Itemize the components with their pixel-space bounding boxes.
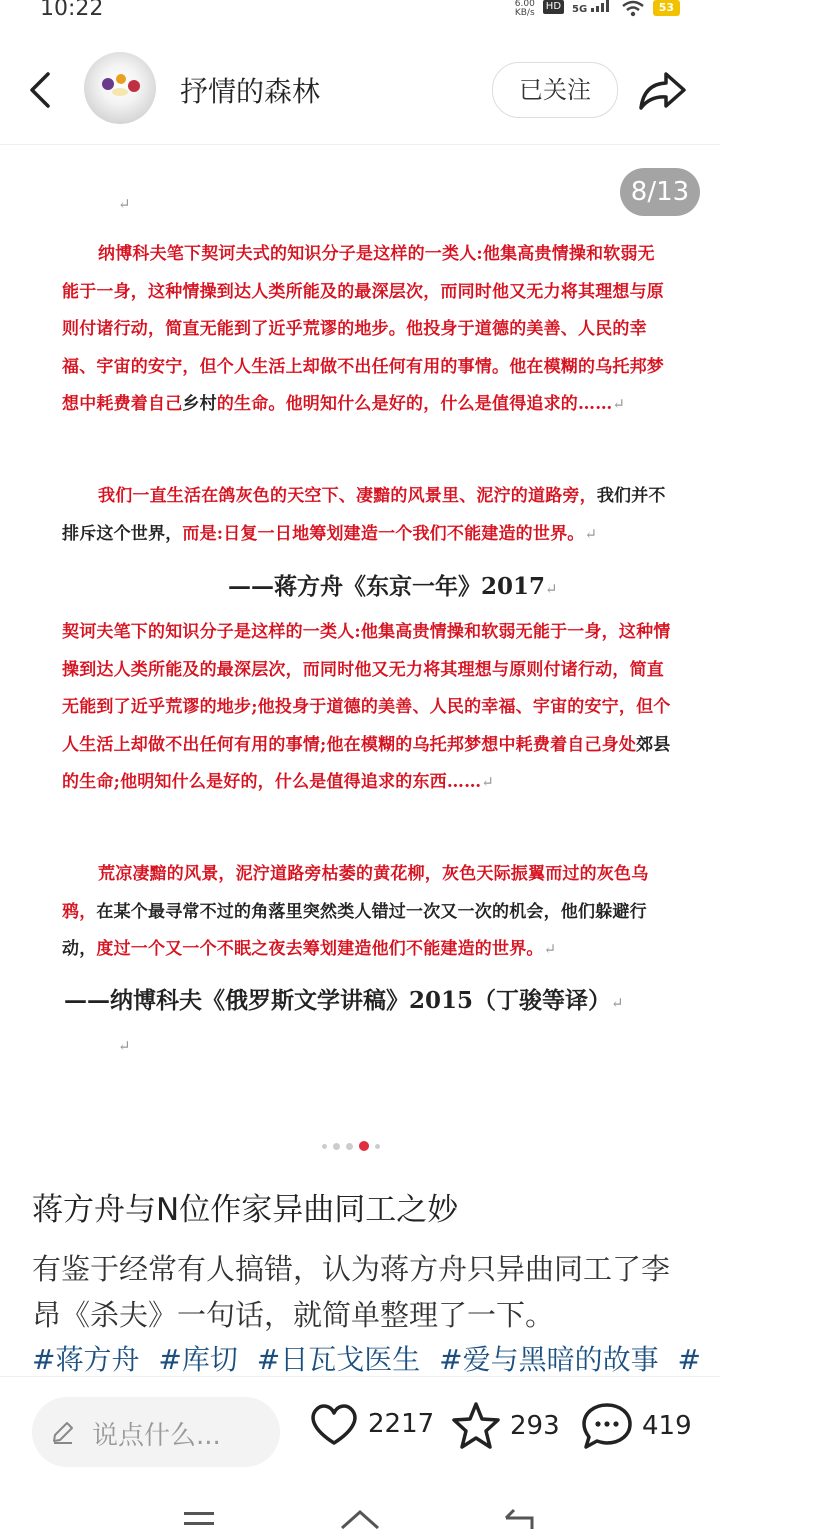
tag-list (32, 1338, 701, 1378)
comment-placeholder: 说点什么... (92, 1421, 221, 1451)
battery-icon: 53 (653, 0, 680, 16)
follow-button[interactable]: 已关注 (492, 62, 618, 118)
status-bar (0, 0, 720, 28)
paragraph-2: 我们一直生活在鸽灰色的天空下、凄黯的风景里、泥泞的道路旁，我们并不排斥这个世界，而是:日复一日地筹划建造一个我们不能建造的世界。↵ (62, 486, 666, 544)
comment-count: 419 (642, 1411, 692, 1441)
star-count: 293 (510, 1411, 560, 1441)
tag-link[interactable]: #日瓦戈医生 (256, 1343, 421, 1376)
status-icons (515, 0, 680, 18)
carousel-dot (375, 1144, 380, 1149)
clock: 10:22 (40, 0, 104, 21)
comment-bubble-icon (580, 1401, 634, 1451)
signal-5g-icon: 5G (572, 0, 613, 15)
carousel-dot (322, 1144, 327, 1149)
star-icon (450, 1401, 502, 1451)
like-button[interactable] (308, 1401, 434, 1447)
menu-icon[interactable] (184, 1510, 216, 1529)
hd-icon: HD (543, 0, 564, 14)
post-image[interactable] (0, 150, 720, 1160)
return-mark: ↵ (118, 195, 131, 213)
back-arrow-icon[interactable] (26, 70, 56, 110)
image-counter: 8/13 (620, 168, 700, 216)
tag-link[interactable]: # (677, 1343, 701, 1376)
paragraph-3: 契诃夫笔下的知识分子是这样的一类人:他集高贵情操和软弱无能于一身，这种情操到达人类所能及的最深层次，而同时他又无力将其理想与原则付诸行动，简直无能到了近乎荒谬的地步;他投身于道德的美善、人民的幸福、宇宙的安宁，但个人生活上却做不出任何有用的事情;他在模糊的乌托邦梦想中耗费着自己身处郊县的生命;他明知什么是好的，什么是值得追求的东西……↵ (62, 622, 671, 792)
tag-link[interactable]: #蒋方舟 (32, 1343, 140, 1376)
action-bar (0, 1376, 720, 1487)
carousel-dot-active (359, 1141, 369, 1151)
home-icon[interactable] (340, 1506, 380, 1529)
avatar[interactable] (84, 52, 156, 124)
paragraph-4: 荒凉凄黯的风景，泥泞道路旁枯萎的黄花柳，灰色天际振翼而过的灰色乌鸦，在某个最寻常不过的角落里突然类人错过一次又一次的机会，他们躲避行动，度过一个又一个不眠之夜去筹划建造他们不能建造的世界。↵ (62, 864, 649, 959)
carousel-dot (346, 1143, 353, 1150)
star-button[interactable] (450, 1401, 560, 1451)
carousel-dots (322, 1141, 380, 1151)
post-title: 蒋方舟与N位作家异曲同工之妙 (32, 1192, 459, 1228)
tag-link[interactable]: #爱与黑暗的故事 (439, 1343, 659, 1376)
paragraph-1: 纳博科夫笔下契诃夫式的知识分子是这样的一类人:他集高贵情操和软弱无能于一身，这种情操到达人类所能及的最深层次，而同时他又无力将其理想与原则付诸行动，简直无能到了近乎荒谬的地步。他投身于道德的美善、人民的幸福、宇宙的安宁，但个人生活上却做不出任何有用的事情。他在模糊的乌托邦梦想中耗费着自己乡村的生命。他明知什么是好的，什么是值得追求的……↵ (62, 244, 664, 414)
comment-input[interactable] (32, 1397, 280, 1467)
pencil-icon (50, 1419, 76, 1445)
return-mark: ↵ (118, 1037, 131, 1055)
tag-link[interactable]: #库切 (158, 1343, 238, 1376)
back-nav-icon[interactable] (502, 1508, 538, 1529)
author-name[interactable]: 抒情的森林 (180, 75, 321, 108)
quote-jiang: ——蒋方舟《东京一年》2017↵ (228, 573, 558, 600)
post-description: 有鉴于经常有人搞错，认为蒋方舟只异曲同工了李昂《杀夫》一句话，就简单整理了一下。 (32, 1252, 671, 1332)
comment-button[interactable] (580, 1401, 692, 1451)
net-speed: 6.00 KB/s (514, 0, 535, 18)
system-nav-bar (0, 1488, 720, 1529)
carousel-dot (333, 1143, 340, 1150)
quote-nabokov: ——纳博科夫《俄罗斯文学讲稿》2015（丁骏等译）↵ (64, 987, 624, 1014)
post-header (0, 40, 720, 145)
share-icon[interactable] (636, 68, 688, 112)
wifi-icon (621, 0, 645, 18)
heart-icon (308, 1401, 360, 1447)
like-count: 2217 (368, 1409, 435, 1439)
